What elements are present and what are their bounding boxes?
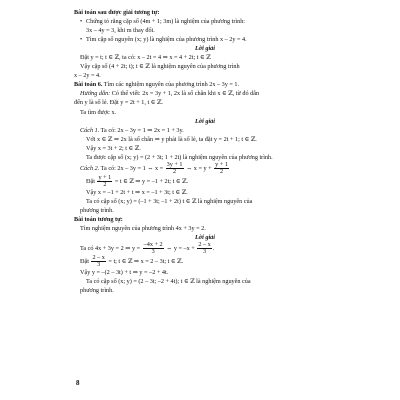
section-heading: Bài toán sau được giải tương tự: [74,9,160,16]
text-line: Tìm nghiệm nguyên của phương trình 4x + 3y = 2. [80,224,206,232]
text-line: phương trình. [80,206,114,214]
text-line: Ta được cặp số (x; y) = (2 + 3t; 1 + 2t) là nghiệm nguyên của phương trình. [86,153,273,161]
text-line: Đặt $\frac{2 - x}{3}$ = t; t ∈ ℤ ⇒ x = 2 – 3t; t ∈ ℤ. [80,254,184,269]
hint-line: Hướng dẫn: Có thể viết: 2x = 3y + 1, 2x là số chẵn khi x ∈ ℤ, từ đó dẫn [80,90,260,98]
page-number: 8 [76,379,80,387]
solution-heading: Lời giải [195,234,215,242]
text-line: đến y là số lẻ. Đặt y = 2t + 1, t ∈ ℤ. [74,99,163,107]
fraction: $\frac{y + 1}{2}$ [98,173,112,188]
text-line: Ta tìm được x. [80,108,117,116]
bullet-icon: • [80,18,83,26]
fraction: $\frac{3y + 1}{2}$ [166,160,183,175]
text-line: Vậy x = –1 + 2t + t ⇒ x = –1 + 3t; t ∈ ℤ. [86,188,188,196]
text-line: Ta có cặp số (x; y) = (2 – 3t; –2 + 4t); t ∈ ℤ là nghiệm nguyên của [86,278,251,286]
page-content [74,8,336,295]
fraction: $\frac{-4x + 2}{3}$ [143,241,163,256]
text-line: Vậy cặp số (4 + 2t; t); t ∈ ℤ là nghiệm nguyên của phương trình [80,63,240,71]
text-line: Đặt y = t; t ∈ ℤ, ta có: x – 2t = 4 ⇒ x = 4 + 2t; t ∈ ℤ [80,54,211,62]
text-line: Ta có 4x + 3y = 2 ⇒ y = $\frac{-4x + 2}{3}$ ⇔ y = –x + $\frac{2 - x}{3}$ . [80,241,215,256]
text-line: 3x – 4y = 3, khi m thay đổi. [86,27,155,35]
problem-heading: Bài toán 6. Tìm các nghiệm nguyên của phương trình 2x – 3y = 1. [74,81,240,89]
text-line: Vậy x = 3t + 2; t ∈ ℤ. [86,144,141,152]
text-line: phương trình. [80,287,114,295]
fraction: $\frac{2 - x}{3}$ [92,254,105,269]
fraction: $\frac{2 - x}{3}$ [198,241,211,256]
text-line: Vậy y = –(2 – 3t) + t ⇒ y = –2 + 4t. [80,269,169,277]
bullet-item: • Chứng tỏ rằng cặp số (4m + 1; 3m) là nghiệm của phương trình: [80,18,246,26]
fraction: $\frac{y + 1}{2}$ [215,160,228,175]
solution-heading: Lời giải [195,45,215,53]
bullet-icon: • [80,36,83,44]
text-line: x – 2y = 4. [74,72,101,80]
section-heading: Bài toán tương tự: [74,215,123,223]
text-line: Đặt $\frac{y + 1}{2}$ = t ∈ ℤ ⇒ y = –1 + 2t; t ∈ ℤ. [86,173,189,188]
text-line: Ta có cặp số (x; y) = (–1 + 3t; –1 + 2t) t ∈ ℤ là nghiệm nguyên của [86,197,253,205]
text-line: Với x ∈ ℤ ⇒ 2x là số chẵn ⇒ y phải là số lẻ, ta đặt y = 2t + 1; t ∈ ℤ. [86,135,257,143]
method-line: Cách 1. Ta có: 2x – 3y = 1 ⇒ 2x = 1 + 3y. [80,126,184,134]
solution-heading: Lời giải [195,117,215,125]
method-line: Cách 2. Ta có: 2x – 3y = 1 ⇔ x = $\frac{3y + 1}{2}$ ⇔ x = y + $\frac{y + 1}{2}$ [80,160,228,175]
bullet-item: • Tìm cặp số nguyên (x; y) là nghiệm của phương trình x – 2y = 4. [80,36,247,44]
